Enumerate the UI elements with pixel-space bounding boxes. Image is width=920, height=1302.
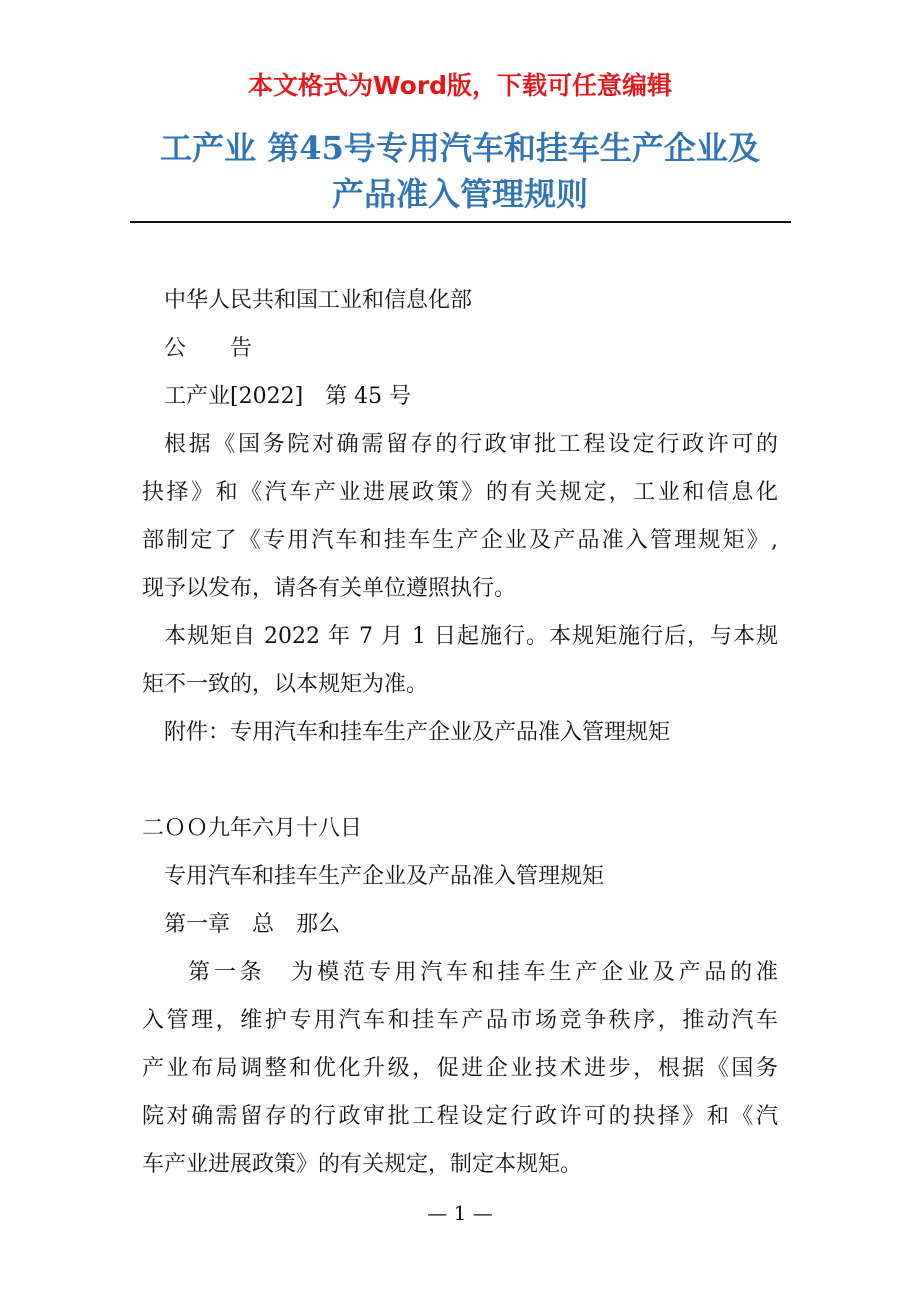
article-line: 第一条 为模范专用汽车和挂车生产企业及产品的准 <box>188 960 778 985</box>
paragraph-line: 矩不一致的，以本规矩为准。 <box>142 672 429 697</box>
announcement-label: 公 告 <box>164 336 253 361</box>
issuing-ministry: 中华人民共和国工业和信息化部 <box>164 288 473 313</box>
paragraph-line: 根据《国务院对确需留存的行政审批工程设定行政许可的 <box>164 432 778 457</box>
banner-notice: 本文格式为Word版，下载可任意编辑 <box>247 71 673 100</box>
document-title-line-1: 工产业 第45号专用汽车和挂车生产企业及 <box>160 129 760 167</box>
paragraph-line: 现予以发布，请各有关单位遵照执行。 <box>142 576 517 601</box>
regulation-title: 专用汽车和挂车生产企业及产品准入管理规矩 <box>164 864 605 889</box>
article-line: 车产业进展政策》的有关规定，制定本规矩。 <box>142 1152 583 1177</box>
article-line: 产业布局调整和优化升级，促进企业技术进步，根据《国务 <box>142 1056 778 1081</box>
issue-date: 二ＯＯ九年六月十八日 <box>142 816 363 841</box>
paragraph-line: 抉择》和《汽车产业进展政策》的有关规定，工业和信息化 <box>142 480 778 505</box>
title-divider <box>130 221 791 223</box>
attachment-line: 附件：专用汽车和挂车生产企业及产品准入管理规矩 <box>164 720 671 745</box>
announcement-number: 工产业[2022] 第 45 号 <box>164 384 412 409</box>
article-line: 入管理，维护专用汽车和挂车产品市场竞争秩序，推动汽车 <box>142 1008 778 1033</box>
paragraph-line: 本规矩自 2022 年 7 月 1 日起施行。本规矩施行后，与本规 <box>164 624 778 649</box>
chapter-heading: 第一章 总 那么 <box>164 912 341 937</box>
article-line: 院对确需留存的行政审批工程设定行政许可的抉择》和《汽 <box>142 1104 778 1129</box>
paragraph-line: 部制定了《专用汽车和挂车生产企业及产品准入管理规矩》, <box>142 528 778 553</box>
page-number: — 1 — <box>427 1201 493 1225</box>
document-title-line-2: 产品准入管理规则 <box>331 175 588 213</box>
